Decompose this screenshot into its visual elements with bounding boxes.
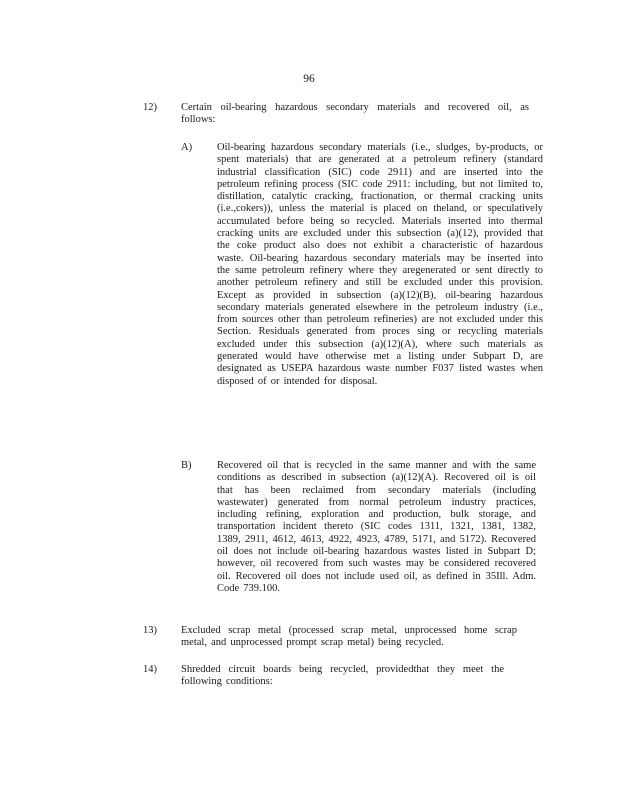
item-text: Excluded scrap metal (processed scrap metal, unprocessed home scrap metal, and unprocessed prompt scrap metal) being recycled. [181, 625, 517, 649]
list-item-12-a [181, 142, 543, 388]
item-number: 13) [143, 625, 157, 636]
list-item-13 [143, 625, 517, 650]
item-text: Certain oil-bearing hazardous secondary materials and recovered oil, as follows: [181, 102, 529, 126]
item-number: 14) [143, 664, 157, 675]
item-text: Oil-bearing hazardous secondary materials (i.e., sludges, by-products, or spent materials) that are generated at a petroleum refinery (standard industrial classification (SIC) code 2911) and are inserted into the petroleum refining process (SIC code 2911: including, but not limited to, distillation, catalytic cracking, fractionation, or thermal cracking units (i.e.,cokers)), unless the material is placed on theland, or speculatively accumulated before being so recycled. Materials inserted into thermal cracking units are excluded under this subsection (a)(12), provided that the coke product also does not exhibit a characteristic of hazardous waste. Oil-bearing hazardous secondary materials may be inserted into the same petroleum refinery where they aregenerated or sent directly to another petroleum refinery and still be excluded under this provision. Except as provided in subsection (a)(12)(B), oil-bearing hazardous secondary materials generated elsewhere in the petroleum industry (i.e., from sources other than petroleum refineries) are not excluded under this Section. Residuals generated from proces sing or recycling materials excluded under this subsection (a)(12)(A), where such materials as generated would have otherwise met a listing under Subpart D, are designated as USEPA hazardous waste number F037 listed wastes when disposed of or intended for disposal. [217, 142, 543, 387]
item-number: B) [181, 460, 192, 471]
item-number: 12) [143, 102, 157, 113]
page-number: 96 [303, 73, 315, 85]
item-text: Shredded circuit boards being recycled, providedthat they meet the following conditions: [181, 664, 504, 688]
item-text: Recovered oil that is recycled in the same manner and with the same conditions as described in subsection (a)(12)(A). Recovered oil is oil that has been reclaimed from secondary materials (including wastewater) generated from normal petroleum industry practices, including refining, exploration and production, bulk storage, and transportation incident thereto (SIC codes 1311, 1321, 1381, 1382, 1389, 2911, 4612, 4613, 4922, 4923, 4789, 5171, and 5172). Recovered oil does not include oil-bearing hazardous wastes listed in Subpart D; however, oil recovered from such wastes may be considered recovered oil. Recovered oil does not include used oil, as defined in 35Ill. Adm. Code 739.100. [217, 460, 536, 594]
list-item-12 [143, 102, 529, 127]
list-item-12-b [181, 460, 536, 595]
list-item-14 [143, 664, 504, 689]
item-number: A) [181, 142, 193, 153]
